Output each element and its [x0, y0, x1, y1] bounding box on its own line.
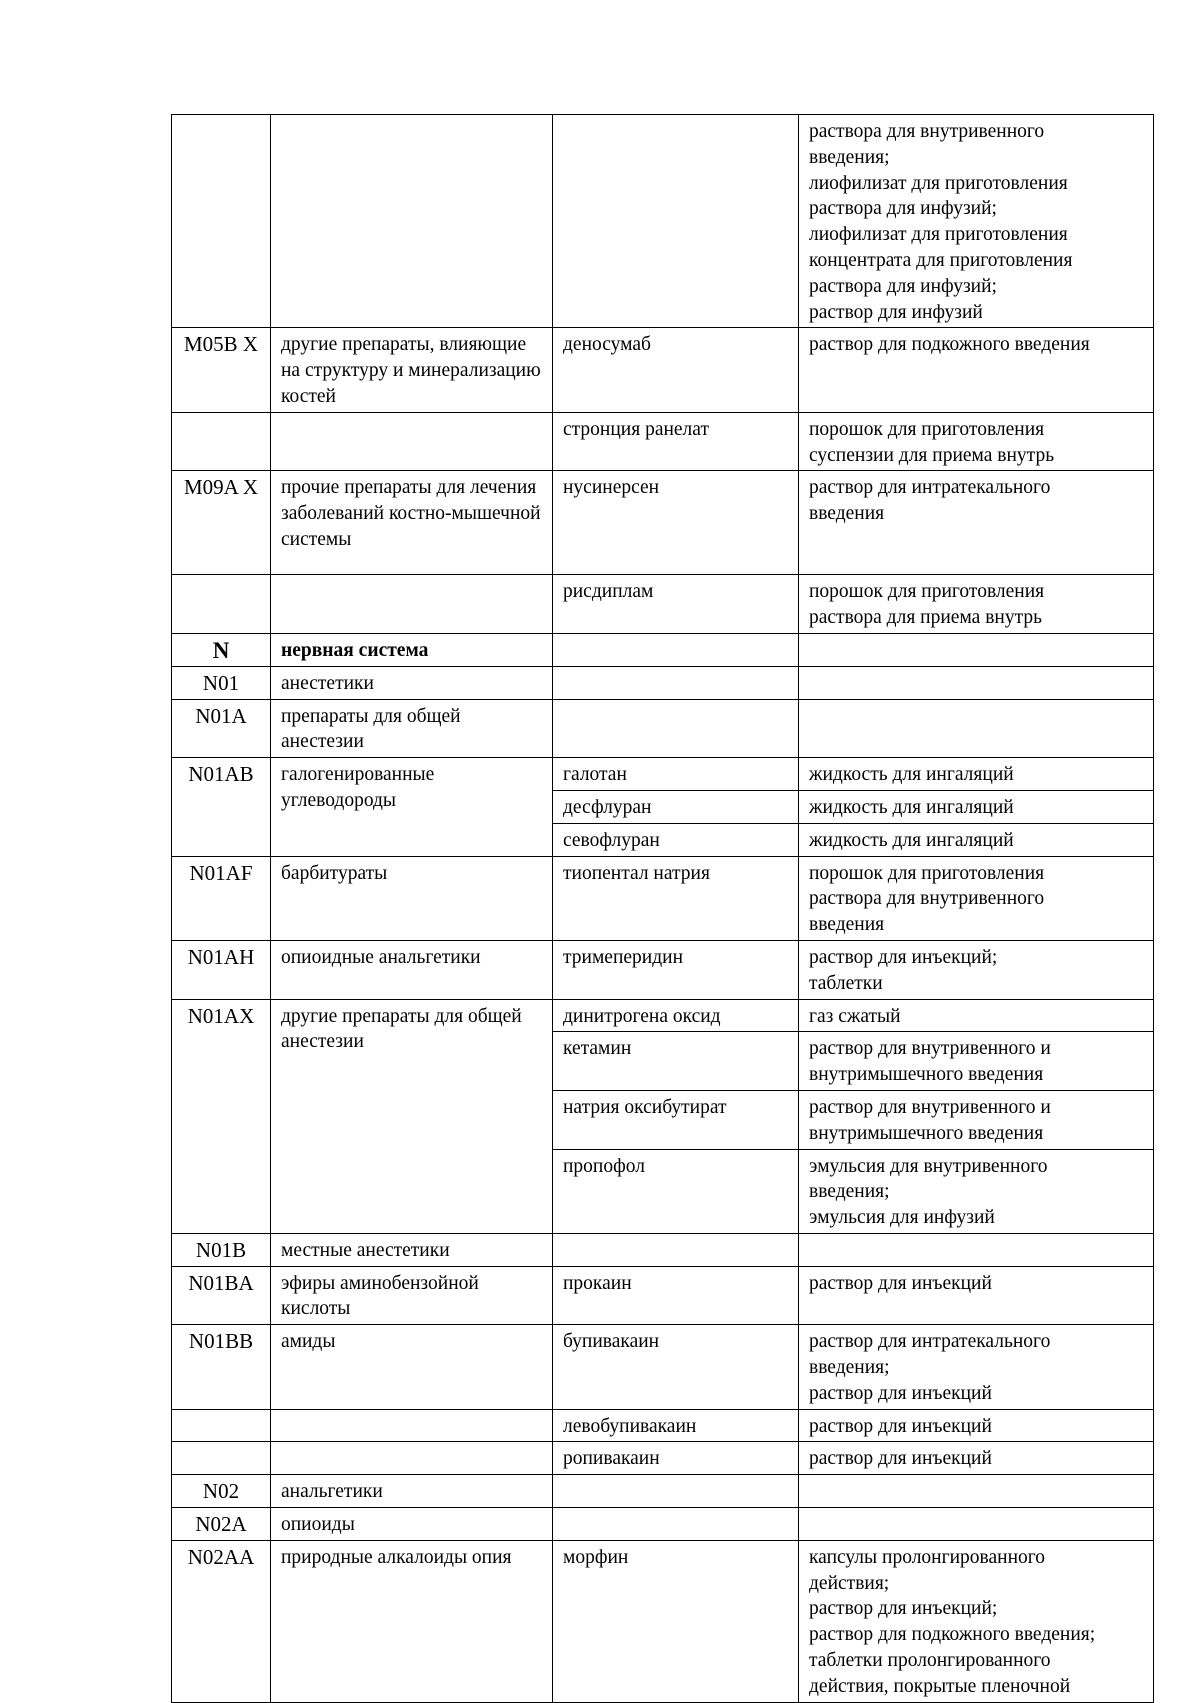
atc-code-cell: N01BB [172, 1325, 271, 1409]
dosage-forms-cell [799, 1149, 1154, 1233]
dosage-forms-cell [799, 1442, 1154, 1475]
atc-code-cell [172, 1442, 271, 1475]
table-row [172, 699, 1154, 758]
drug-name-cell: морфин [553, 1540, 799, 1702]
atc-group-cell: эфиры аминобензойной кислоты [271, 1266, 553, 1325]
drug-name-cell: стронция ранелат [553, 412, 799, 471]
drug-name-cell: прокаин [553, 1266, 799, 1325]
dosage-form-line: порошок для приготовления [809, 862, 1045, 884]
table-body [172, 115, 1154, 1703]
dosage-forms-cell [799, 1090, 1154, 1149]
dosage-forms-cell [799, 999, 1154, 1032]
dosage-forms-cell [799, 699, 1154, 758]
atc-code-cell: N01A [172, 699, 271, 758]
dosage-forms-cell [799, 940, 1154, 999]
dosage-form-line: внутримышечного введения [809, 1064, 1044, 1086]
table-row [172, 471, 1154, 575]
atc-code-cell: N01AB [172, 758, 271, 856]
table-row [172, 758, 1154, 791]
dosage-forms-cell [799, 1032, 1154, 1091]
atc-group-cell: прочие препараты для лечения заболеваний костно-мышечной системы [271, 471, 553, 575]
drug-name-cell: бупивакаин [553, 1325, 799, 1409]
drug-name-cell: севофлуран [553, 823, 799, 856]
atc-group-cell: анальгетики [271, 1475, 553, 1508]
table-row [172, 1409, 1154, 1442]
dosage-form-line: раствор для интратекального [809, 477, 1051, 499]
dosage-form-line: раствор для интратекального [809, 1331, 1051, 1353]
dosage-form-line: внутримышечного введения [809, 1122, 1044, 1144]
atc-code-cell: N01BA [172, 1266, 271, 1325]
drug-name-cell [553, 1475, 799, 1508]
dosage-form-line: введения; [809, 146, 890, 168]
dosage-forms-cell [799, 1409, 1154, 1442]
dosage-form-line: раствор для инъекций; [809, 1598, 998, 1620]
atc-code-cell: M09A X [172, 471, 271, 575]
dosage-form-line: газ сжатый [809, 1005, 901, 1027]
dosage-forms-cell [799, 1508, 1154, 1541]
table-row [172, 999, 1154, 1032]
drug-name-cell: кетамин [553, 1032, 799, 1091]
dosage-form-line: суспензии для приема внутрь [809, 444, 1055, 466]
dosage-form-line: жидкость для ингаляций [809, 829, 1014, 851]
dosage-form-line: раствора для инфузий; [809, 275, 997, 297]
dosage-form-line: раствор для инъекций [809, 1415, 992, 1437]
atc-group-cell [271, 575, 553, 634]
dosage-forms-cell [799, 575, 1154, 634]
drug-name-cell [553, 666, 799, 699]
dosage-forms-cell [799, 633, 1154, 666]
dosage-forms-cell [799, 790, 1154, 823]
table-row [172, 1540, 1154, 1702]
dosage-form-line: таблетки [809, 972, 883, 994]
dosage-form-line: таблетки пролонгированного [809, 1650, 1051, 1672]
dosage-form-line: раствор для инъекций [809, 1448, 992, 1470]
atc-code-cell: N01 [172, 666, 271, 699]
dosage-forms-cell [799, 1475, 1154, 1508]
dosage-forms-cell [799, 1233, 1154, 1266]
dosage-forms-cell [799, 412, 1154, 471]
table-row [172, 412, 1154, 471]
dosage-form-line: жидкость для ингаляций [809, 796, 1014, 818]
dosage-form-line: эмульсия для внутривенного [809, 1155, 1048, 1177]
atc-code-cell: M05B X [172, 328, 271, 412]
table-row [172, 666, 1154, 699]
atc-group-cell: нервная система [271, 633, 553, 666]
atc-code-cell: N [172, 633, 271, 666]
drug-name-cell [553, 1233, 799, 1266]
atc-group-cell [271, 115, 553, 328]
dosage-form-line: раствора для инфузий; [809, 198, 997, 220]
table-row [172, 1442, 1154, 1475]
dosage-form-line: введения [809, 914, 885, 936]
drug-name-cell: деносумаб [553, 328, 799, 412]
atc-code-cell: N02A [172, 1508, 271, 1541]
table-row [172, 1325, 1154, 1409]
dosage-forms-cell [799, 823, 1154, 856]
dosage-forms-cell [799, 1266, 1154, 1325]
dosage-form-line: введения; [809, 1181, 890, 1203]
drug-name-cell: тримеперидин [553, 940, 799, 999]
drug-name-cell: тиопентал натрия [553, 856, 799, 940]
drug-name-cell [553, 633, 799, 666]
dosage-forms-cell [799, 1540, 1154, 1702]
dosage-forms-cell [799, 856, 1154, 940]
dosage-form-line: действия, покрытые пленочной [809, 1675, 1071, 1697]
drug-name-cell [553, 1508, 799, 1541]
drug-name-cell [553, 699, 799, 758]
table-row [172, 115, 1154, 328]
drug-name-cell: нусинерсен [553, 471, 799, 575]
dosage-form-line: введения [809, 503, 885, 525]
dosage-form-line: раствор для инъекций [809, 1272, 992, 1294]
atc-group-cell: анестетики [271, 666, 553, 699]
drug-name-cell: натрия оксибутират [553, 1090, 799, 1149]
dosage-forms-cell [799, 115, 1154, 328]
atc-group-cell [271, 412, 553, 471]
atc-code-cell: N01AF [172, 856, 271, 940]
atc-group-cell: препараты для общей анестезии [271, 699, 553, 758]
drug-list-table [171, 114, 1154, 1703]
table-row [172, 1508, 1154, 1541]
dosage-form-line: раствор для инъекций; [809, 946, 998, 968]
drug-name-cell: ропивакаин [553, 1442, 799, 1475]
drug-name-cell: левобупивакаин [553, 1409, 799, 1442]
dosage-form-line: жидкость для ингаляций [809, 764, 1014, 786]
dosage-form-line: раствор для внутривенного и [809, 1038, 1051, 1060]
dosage-form-line: раствора для приема внутрь [809, 607, 1042, 629]
atc-code-cell: N02AA [172, 1540, 271, 1702]
atc-group-cell: природные алкалоиды опия [271, 1540, 553, 1702]
atc-group-cell: амиды [271, 1325, 553, 1409]
dosage-form-line: действия; [809, 1572, 890, 1594]
dosage-forms-cell [799, 471, 1154, 575]
drug-name-cell: галотан [553, 758, 799, 791]
dosage-form-line: раствор для внутривенного и [809, 1096, 1051, 1118]
dosage-form-line: раствор для инфузий [809, 301, 983, 323]
atc-group-cell [271, 1409, 553, 1442]
atc-code-cell [172, 1409, 271, 1442]
atc-code-cell: N02 [172, 1475, 271, 1508]
dosage-forms-cell [799, 1325, 1154, 1409]
dosage-form-line: лиофилизат для приготовления [809, 172, 1068, 194]
atc-code-cell: N01AX [172, 999, 271, 1233]
atc-group-cell [271, 1442, 553, 1475]
dosage-form-line: концентрата для приготовления [809, 249, 1073, 271]
dosage-form-line: лиофилизат для приготовления [809, 224, 1068, 246]
table-row [172, 1266, 1154, 1325]
dosage-form-line: раствора для внутривенного [809, 888, 1045, 910]
drug-name-cell: десфлуран [553, 790, 799, 823]
dosage-form-line: введения; [809, 1357, 890, 1379]
atc-group-cell: местные анестетики [271, 1233, 553, 1266]
dosage-forms-cell [799, 328, 1154, 412]
table-row [172, 856, 1154, 940]
drug-name-cell: динитрогена оксид [553, 999, 799, 1032]
atc-group-cell: барбитураты [271, 856, 553, 940]
table-row [172, 940, 1154, 999]
dosage-forms-cell [799, 666, 1154, 699]
drug-name-cell: пропофол [553, 1149, 799, 1233]
dosage-form-line: эмульсия для инфузий [809, 1207, 995, 1229]
dosage-form-line: раствора для внутривенного [809, 121, 1045, 142]
atc-code-cell [172, 412, 271, 471]
dosage-form-line: капсулы пролонгированного [809, 1546, 1046, 1568]
dosage-form-line: порошок для приготовления [809, 581, 1045, 603]
atc-group-cell: опиоиды [271, 1508, 553, 1541]
dosage-form-line: раствор для инъекций [809, 1382, 992, 1404]
dosage-form-line: раствор для подкожного введения; [809, 1624, 1096, 1646]
table-row [172, 1233, 1154, 1266]
table-row [172, 575, 1154, 634]
atc-code-cell [172, 575, 271, 634]
dosage-form-line: порошок для приготовления [809, 418, 1045, 440]
dosage-forms-cell [799, 758, 1154, 791]
drug-name-cell [553, 115, 799, 328]
atc-code-cell: N01AH [172, 940, 271, 999]
table-row [172, 328, 1154, 412]
atc-code-cell: N01B [172, 1233, 271, 1266]
atc-group-cell: другие препараты для общей анестезии [271, 999, 553, 1233]
dosage-form-line: раствор для подкожного введения [809, 334, 1090, 356]
table-row [172, 633, 1154, 666]
atc-group-cell: опиоидные анальгетики [271, 940, 553, 999]
drug-name-cell: рисдиплам [553, 575, 799, 634]
atc-group-cell: другие препараты, влияющие на структуру и минерализацию костей [271, 328, 553, 412]
table-row [172, 1475, 1154, 1508]
atc-group-cell: галогенированные углеводороды [271, 758, 553, 856]
atc-code-cell [172, 115, 271, 328]
